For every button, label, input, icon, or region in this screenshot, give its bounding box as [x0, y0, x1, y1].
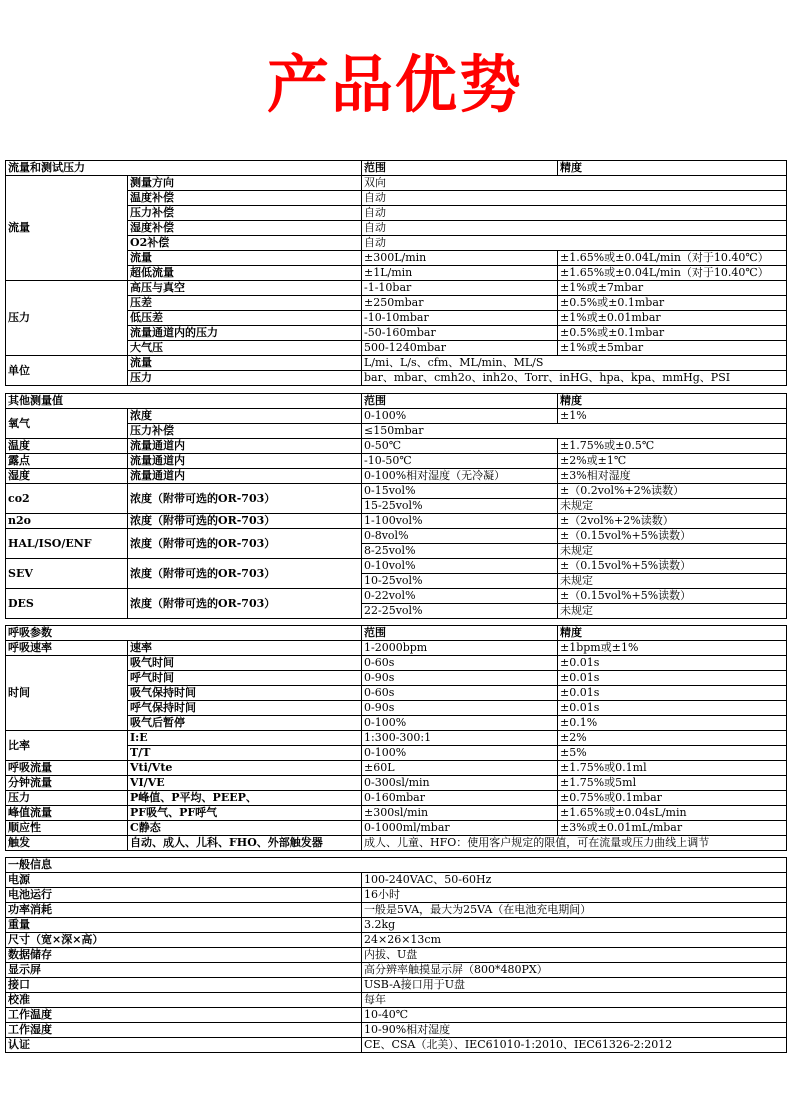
param-cell: I:E [128, 731, 362, 746]
param-cell: 流量通道内的压力 [128, 326, 362, 341]
param-cell: 速率 [128, 641, 362, 656]
param-cell: 自动、成人、儿科、FHO、外部触发器 [128, 836, 362, 851]
range-cell: 15-25vol% [362, 499, 558, 514]
param-cell: 低压差 [128, 311, 362, 326]
range-cell: 自动 [362, 191, 787, 206]
range-header: 范围 [362, 626, 558, 641]
param-cell: 吸气时间 [128, 656, 362, 671]
range-cell: 0-50℃ [362, 439, 558, 454]
param-cell: PF吸气、PF呼气 [128, 806, 362, 821]
param-cell: 超低流量 [128, 266, 362, 281]
group-label: 分钟流量 [6, 776, 128, 791]
param-cell: 吸气保持时间 [128, 686, 362, 701]
param-cell: 温度补偿 [128, 191, 362, 206]
group-label: DES [6, 589, 128, 619]
param-cell: 流量通道内 [128, 439, 362, 454]
table-row [6, 454, 787, 469]
group-label: 单位 [6, 356, 128, 386]
accuracy-cell: ±1.65%或±0.04L/min（对于10.40℃） [558, 251, 787, 266]
range-cell: ±300sl/min [362, 806, 558, 821]
table-row [6, 873, 787, 888]
accuracy-cell: ±1%或±7mbar [558, 281, 787, 296]
accuracy-cell: ±2% [558, 731, 787, 746]
accuracy-header: 精度 [558, 394, 787, 409]
table-row [6, 281, 787, 296]
table-row [6, 529, 787, 544]
range-cell: -10-10mbar [362, 311, 558, 326]
accuracy-cell: ±1bpm或±1% [558, 641, 787, 656]
table-row [6, 469, 787, 484]
accuracy-cell: ±3%相对湿度 [558, 469, 787, 484]
accuracy-cell: ±0.5%或±0.1mbar [558, 296, 787, 311]
table-row [6, 589, 787, 604]
range-cell: 0-1000ml/mbar [362, 821, 558, 836]
accuracy-cell: 未规定 [558, 544, 787, 559]
param-cell: 测量方向 [128, 176, 362, 191]
accuracy-cell: ±0.1% [558, 716, 787, 731]
group-label: 温度 [6, 439, 128, 454]
param-cell: 高压与真空 [128, 281, 362, 296]
group-label: 呼吸速率 [6, 641, 128, 656]
param-cell: 流量 [128, 356, 362, 371]
range-cell: 10-25vol% [362, 574, 558, 589]
accuracy-cell: ±0.01s [558, 671, 787, 686]
accuracy-cell: ±（0.15vol%+5%读数） [558, 529, 787, 544]
range-cell: 自动 [362, 221, 787, 236]
table-row [6, 821, 787, 836]
accuracy-cell: ±2%或±1℃ [558, 454, 787, 469]
accuracy-cell: ±3%或±0.01mL/mbar [558, 821, 787, 836]
other-measurements-table [5, 393, 787, 619]
range-cell: 22-25vol% [362, 604, 558, 619]
param-cell: T/T [128, 746, 362, 761]
accuracy-cell: ±0.01s [558, 686, 787, 701]
range-cell: -1-10bar [362, 281, 558, 296]
general-label: 重量 [6, 918, 362, 933]
table-row [6, 1038, 787, 1053]
param-cell: 流量通道内 [128, 454, 362, 469]
table-row [6, 993, 787, 1008]
param-cell: 浓度 [128, 409, 362, 424]
accuracy-cell: 未规定 [558, 604, 787, 619]
group-label: 时间 [6, 656, 128, 731]
param-cell: 浓度（附带可选的OR-703） [128, 529, 362, 559]
accuracy-cell: ±1% [558, 409, 787, 424]
general-value: 3.2kg [362, 918, 787, 933]
param-cell: 湿度补偿 [128, 221, 362, 236]
general-label: 工作温度 [6, 1008, 362, 1023]
range-cell: 0-100% [362, 409, 558, 424]
general-value: 高分辨率触摸显示屏（800*480PX） [362, 963, 787, 978]
table-row [6, 761, 787, 776]
range-cell: 0-90s [362, 671, 558, 686]
general-value: 一般是5VA，最大为25VA（在电池充电期间） [362, 903, 787, 918]
accuracy-cell: ±1.75%或5ml [558, 776, 787, 791]
group-label: 顺应性 [6, 821, 128, 836]
range-cell: 0-60s [362, 686, 558, 701]
table-row [6, 791, 787, 806]
accuracy-cell: ±1.65%或±0.04L/min（对于10.40℃） [558, 266, 787, 281]
param-cell: 大气压 [128, 341, 362, 356]
accuracy-cell: ±5% [558, 746, 787, 761]
section-header-row [6, 161, 787, 176]
accuracy-cell: ±1.65%或±0.04sL/min [558, 806, 787, 821]
param-cell: 浓度（附带可选的OR-703） [128, 484, 362, 514]
param-cell: 流量通道内 [128, 469, 362, 484]
table-row [6, 888, 787, 903]
general-label: 电源 [6, 873, 362, 888]
general-label: 数据储存 [6, 948, 362, 963]
param-cell: 呼气保持时间 [128, 701, 362, 716]
accuracy-cell: ±1.75%或0.1ml [558, 761, 787, 776]
table-row [6, 484, 787, 499]
range-cell: 0-300sl/min [362, 776, 558, 791]
range-cell: 自动 [362, 236, 787, 251]
accuracy-cell: ±0.75%或0.1mbar [558, 791, 787, 806]
table-row [6, 836, 787, 851]
table-row [6, 963, 787, 978]
param-cell: 吸气后暂停 [128, 716, 362, 731]
general-value: 10-40℃ [362, 1008, 787, 1023]
group-label: 压力 [6, 281, 128, 356]
range-cell: ±300L/min [362, 251, 558, 266]
table-row [6, 656, 787, 671]
range-cell: 0-8vol% [362, 529, 558, 544]
range-cell: ±250mbar [362, 296, 558, 311]
accuracy-cell: 未规定 [558, 499, 787, 514]
table-row [6, 933, 787, 948]
accuracy-cell: ±（0.15vol%+5%读数） [558, 559, 787, 574]
range-cell: 0-22vol% [362, 589, 558, 604]
range-header: 范围 [362, 161, 558, 176]
general-label: 显示屏 [6, 963, 362, 978]
general-value: 10-90%相对湿度 [362, 1023, 787, 1038]
group-label: co2 [6, 484, 128, 514]
table-row [6, 918, 787, 933]
range-cell: bar、mbar、cmh2o、inh2o、Torr、inHG、hpa、kpa、mmHg、PSI [362, 371, 787, 386]
param-cell: 浓度（附带可选的OR-703） [128, 514, 362, 529]
param-cell: C静态 [128, 821, 362, 836]
section-title: 一般信息 [6, 858, 787, 873]
general-value: 内拔、U盘 [362, 948, 787, 963]
accuracy-cell: ±（0.15vol%+5%读数） [558, 589, 787, 604]
accuracy-cell: ±（2vol%+2%读数） [558, 514, 787, 529]
general-value: USB-A接口用于U盘 [362, 978, 787, 993]
group-label: n2o [6, 514, 128, 529]
range-header: 范围 [362, 394, 558, 409]
table-row [6, 641, 787, 656]
general-value: 每年 [362, 993, 787, 1008]
group-label: 湿度 [6, 469, 128, 484]
range-cell: 1-2000bpm [362, 641, 558, 656]
general-value: 24×26×13cm [362, 933, 787, 948]
accuracy-cell: ±1%或±0.01mbar [558, 311, 787, 326]
param-cell: 浓度（附带可选的OR-703） [128, 559, 362, 589]
table-row [6, 356, 787, 371]
range-cell: 0-100%相对湿度（无冷凝） [362, 469, 558, 484]
page-title: 产品优势 [266, 48, 523, 121]
breathing-parameters-table [5, 625, 787, 851]
accuracy-cell: ±0.01s [558, 701, 787, 716]
range-cell: L/mi、L/s、cfm、ML/min、ML/S [362, 356, 787, 371]
general-label: 功率消耗 [6, 903, 362, 918]
range-cell: 0-160mbar [362, 791, 558, 806]
table-row [6, 439, 787, 454]
general-value: CE、CSA（北美）、IEC61010-1:2010、IEC61326-2:2012 [362, 1038, 787, 1053]
table-row [6, 559, 787, 574]
range-cell: ±60L [362, 761, 558, 776]
table-row [6, 409, 787, 424]
param-cell: 压差 [128, 296, 362, 311]
table-row [6, 731, 787, 746]
group-label: HAL/ISO/ENF [6, 529, 128, 559]
group-label: 触发 [6, 836, 128, 851]
param-cell: 压力 [128, 371, 362, 386]
range-cell: 1:300-300:1 [362, 731, 558, 746]
param-cell: 压力补偿 [128, 424, 362, 439]
table-row [6, 806, 787, 821]
range-cell: 0-60s [362, 656, 558, 671]
param-cell: Vti/Vte [128, 761, 362, 776]
accuracy-cell: ±（0.2vol%+2%读数） [558, 484, 787, 499]
group-label: 露点 [6, 454, 128, 469]
general-value: 100-240VAC、50-60Hz [362, 873, 787, 888]
table-row [6, 176, 787, 191]
accuracy-cell: ±0.5%或±0.1mbar [558, 326, 787, 341]
section-header-row [6, 394, 787, 409]
table-row [6, 948, 787, 963]
accuracy-cell: ±1.75%或±0.5℃ [558, 439, 787, 454]
accuracy-cell: ±0.01s [558, 656, 787, 671]
range-cell: 成人、儿童、HFO：使用客户规定的限值，可在流量或压力曲线上调节 [362, 836, 787, 851]
range-cell: 自动 [362, 206, 787, 221]
group-label: 流量 [6, 176, 128, 281]
range-cell: 0-10vol% [362, 559, 558, 574]
range-cell: 双向 [362, 176, 787, 191]
table-row [6, 776, 787, 791]
accuracy-header: 精度 [558, 161, 787, 176]
flow-pressure-table [5, 160, 787, 386]
param-cell: 浓度（附带可选的OR-703） [128, 589, 362, 619]
group-label: 峰值流量 [6, 806, 128, 821]
general-label: 工作湿度 [6, 1023, 362, 1038]
param-cell: VI/VE [128, 776, 362, 791]
general-label: 认证 [6, 1038, 362, 1053]
table-row [6, 514, 787, 529]
param-cell: 压力补偿 [128, 206, 362, 221]
param-cell: 呼气时间 [128, 671, 362, 686]
range-cell: 0-100% [362, 746, 558, 761]
section-title: 其他测量值 [6, 394, 362, 409]
section-title: 流量和测试压力 [6, 161, 362, 176]
param-cell: 流量 [128, 251, 362, 266]
general-label: 尺寸（宽×深×高） [6, 933, 362, 948]
accuracy-cell: ±1%或±5mbar [558, 341, 787, 356]
section-header-row [6, 858, 787, 873]
accuracy-header: 精度 [558, 626, 787, 641]
range-cell: 500-1240mbar [362, 341, 558, 356]
accuracy-cell: 未规定 [558, 574, 787, 589]
general-info-table [5, 857, 787, 1053]
table-row [6, 1008, 787, 1023]
range-cell: -50-160mbar [362, 326, 558, 341]
range-cell: -10-50℃ [362, 454, 558, 469]
general-label: 接口 [6, 978, 362, 993]
range-cell: 0-100% [362, 716, 558, 731]
range-cell: 0-90s [362, 701, 558, 716]
group-label: SEV [6, 559, 128, 589]
section-header-row [6, 626, 787, 641]
table-row [6, 903, 787, 918]
group-label: 压力 [6, 791, 128, 806]
param-cell: O2补偿 [128, 236, 362, 251]
group-label: 氧气 [6, 409, 128, 439]
table-row [6, 978, 787, 993]
range-cell: 0-15vol% [362, 484, 558, 499]
general-label: 校准 [6, 993, 362, 1008]
range-cell: ±1L/min [362, 266, 558, 281]
range-cell: ≤150mbar [362, 424, 787, 439]
general-value: 16小时 [362, 888, 787, 903]
param-cell: P峰值、P平均、PEEP、 [128, 791, 362, 806]
section-title: 呼吸参数 [6, 626, 362, 641]
range-cell: 1-100vol% [362, 514, 558, 529]
group-label: 呼吸流量 [6, 761, 128, 776]
range-cell: 8-25vol% [362, 544, 558, 559]
general-label: 电池运行 [6, 888, 362, 903]
group-label: 比率 [6, 731, 128, 761]
table-row [6, 1023, 787, 1038]
